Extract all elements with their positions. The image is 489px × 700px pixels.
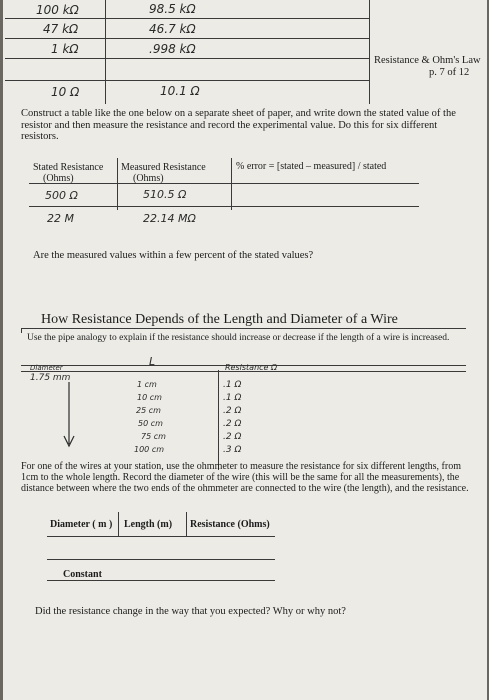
table-divider (117, 158, 118, 210)
stated-value: 1 kΩ (51, 42, 79, 56)
measured-value: 10.1 Ω (160, 84, 200, 98)
instructions-paragraph: For one of the wires at your station, use the ohmmeter to measure the resistance for six different lengths, from 1cm to the whole length. Record the diameter of the wire (this will be the same for all the measurements), the distance between where the two ends of the ohmmeter are connected to the wire (the length), and the resistance. (21, 461, 469, 494)
table-line (5, 80, 370, 81)
table-divider (218, 370, 219, 470)
instructions-paragraph: Construct a table like the one below on a separate sheet of paper, and write down the stated value of the resistor and then measure the resistance and record the experimental value. Do this for six different resistors. (21, 108, 456, 142)
table-divider (186, 512, 187, 536)
column-header-diameter: Diameter ( m ) (50, 519, 113, 530)
table-divider (105, 0, 106, 104)
worksheet-page (3, 0, 487, 700)
measured-value: .998 kΩ (149, 42, 196, 56)
table-line (47, 536, 275, 537)
resistance-value: .1 Ω (223, 393, 242, 403)
resistance-value: .3 Ω (223, 445, 242, 455)
page-header-title: Resistance & Ohm's Law (374, 55, 481, 66)
resistance-value: .2 Ω (223, 406, 242, 416)
table-line (29, 206, 419, 207)
table-line (47, 559, 275, 560)
table-line (5, 18, 370, 19)
length-value: 75 cm (141, 432, 166, 441)
stated-value: 47 kΩ (43, 22, 79, 36)
diameter-label: Diameter (30, 364, 63, 372)
pipe-prompt: Use the pipe analogy to explain if the resistance should increase or decrease if the length of a wire is increased. (27, 333, 450, 343)
resistance-value: .1 Ω (223, 380, 242, 390)
resistance-value: .2 Ω (223, 419, 242, 429)
down-arrow-icon (63, 380, 75, 452)
length-value: 100 cm (134, 445, 165, 454)
resistance-header: Resistance Ω (225, 363, 278, 372)
table-line (47, 580, 275, 581)
column-unit: (Ohms) (43, 173, 74, 184)
length-header: L (149, 355, 156, 368)
column-header-resistance: Resistance (Ohms) (190, 519, 270, 530)
table-divider (369, 0, 370, 104)
stated-value: 10 Ω (51, 85, 80, 99)
table-line (29, 183, 419, 184)
table-divider (231, 158, 232, 210)
length-value: 50 cm (138, 419, 163, 428)
column-header-stated: Stated Resistance (33, 162, 104, 173)
question-text: Did the resistance change in the way that you expected? Why or why not? (35, 606, 346, 617)
resistance-value: .2 Ω (223, 432, 242, 442)
stated-value: 100 kΩ (36, 3, 79, 17)
page-number: p. 7 of 12 (429, 67, 470, 78)
question-text: Are the measured values within a few percent of the stated values? (33, 250, 314, 261)
length-value: 25 cm (136, 406, 161, 415)
measured-value: 98.5 kΩ (149, 2, 196, 16)
column-header-measured: Measured Resistance (121, 162, 206, 173)
diameter-value: 1.75 mm (30, 373, 71, 383)
measured-value: 510.5 Ω (143, 188, 187, 201)
constant-label: Constant (63, 569, 102, 580)
stated-value: 22 M (47, 212, 74, 225)
length-value: 1 cm (137, 380, 157, 389)
table-line (5, 38, 370, 39)
table-divider (118, 512, 119, 536)
measured-value: 46.7 kΩ (149, 22, 196, 36)
table-line (21, 328, 466, 329)
stated-value: 500 Ω (45, 189, 78, 202)
table-line (5, 58, 370, 59)
column-unit: (Ohms) (133, 173, 164, 184)
section-title: How Resistance Depends of the Length and Diameter of a Wire (41, 312, 398, 327)
column-header-error: % error = [stated – measured] / stated (236, 161, 387, 172)
column-header-length: Length (m) (124, 519, 173, 530)
measured-value: 22.14 MΩ (143, 212, 196, 225)
length-value: 10 cm (137, 393, 162, 402)
